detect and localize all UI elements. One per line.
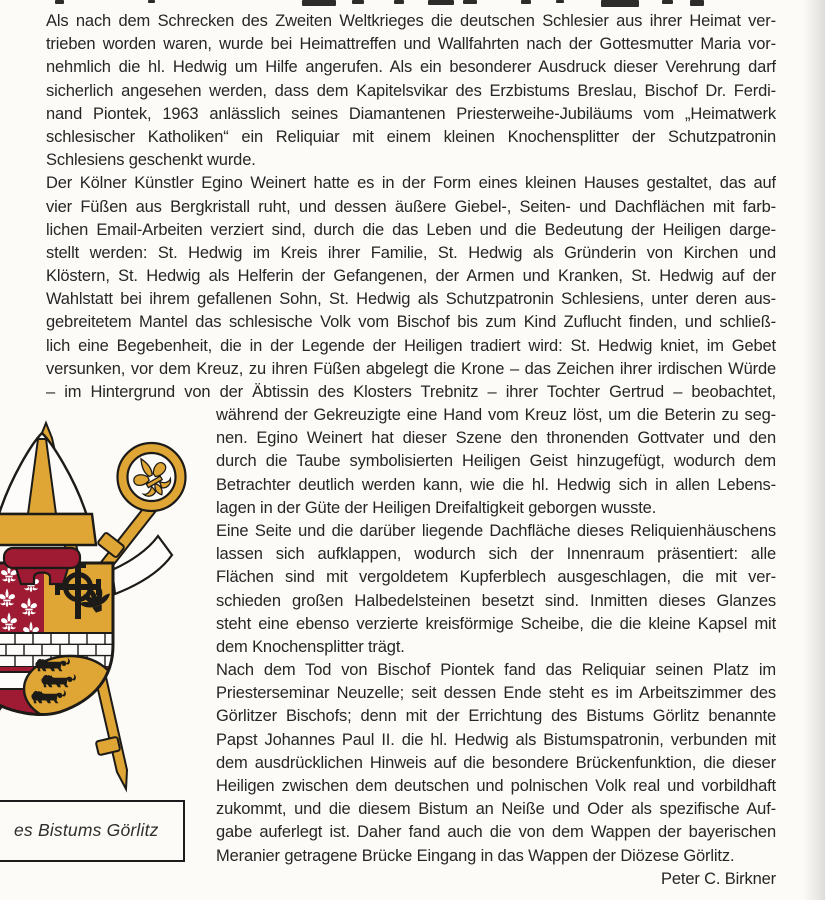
text-line: Der Kölner Künstler Egino Weinert hatte es in der Form eines kleinen Hauses gestaltet, das auf [46,174,776,193]
text-line: Nach dem Tod von Bischof Piontek fand das Reliquiar seinen Platz im [216,661,776,680]
text-line: steht eine ebenso verzierte kreisförmige Scheibe, die die kleine Kapsel mit [216,614,776,633]
text-line: sicherlich angesehen werden, dass dem Kapitelsvikar des Erzbistums Breslau, Bischof Dr. Ferdi- [46,81,776,100]
text-line: lassen sich aufklappen, wodurch sich der Innenraum präsentiert: alle [216,545,776,564]
text-line: Klöstern, St. Hedwig als Helferin der Gefangenen, der Armen und Kranken, St. Hedwig auf der [46,267,776,286]
text-line: Priesterseminar Neuzelle; seit dessen Ende steht es im Arbeitszimmer des [216,684,776,703]
coat-of-arms [0,415,210,795]
text-line: – im Hintergrund von der Äbtissin des Klosters Trebnitz – ihrer Tochter Gertrud – beobachtet, [46,383,776,401]
text-line: nen. Egino Weinert hat dieser Szene den thronenden Gottvater und den [216,429,776,448]
shield [0,563,116,722]
text-line: Betrachter deutlich werden kann, wie die hl. Hedwig sich in allen Lebens- [216,475,776,494]
text-line: durch die Taube symbolisierten Heiligen Geist hinzugefügt, wodurch dem [216,452,776,471]
text-line: versunken, vor dem Kreuz, zu ihren Füßen abgelegt die Krone – das Zeichen ihrer irdischen Würde [46,359,776,378]
text-line: schlesischer Katholiken“ ein Reliquiar mit einem kleinen Knochensplitter der Schutzpatronin [46,127,776,146]
text-line: nehmlich die hl. Hedwig um Hilfe angerufen. Als ein besonderer Ausdruck dieser Verehrung darf [46,58,776,77]
text-line: dem Knochensplitter trägt. [216,637,405,656]
text-line: gabe auferlegt ist. Daher fand auch die von dem Wappen der bayerischen [216,823,776,842]
text-line: Schlesiens geschenkt wurde. [46,151,256,170]
text-line: Heiligen zwischen dem deutschen und polnischen Volk real und vorbildhaft [216,777,776,795]
text-line: lagen in der Güte der Heiligen Dreifaltigkeit geborgen wusste. [216,498,657,517]
text-line: trieben worden waren, wurde bei Heimattreffen und Wallfahrten nach der Gottesmutter Maria vor- [46,35,776,54]
text-line: Als nach dem Schrecken des Zweiten Weltkrieges die deutschen Schlesier aus ihrer Heimat ver- [46,12,776,30]
text-line: Eine Seite und die darüber liegende Dachfläche dieses Reliquienhäuschens [216,521,776,540]
text-line: lichen Email-Arbeiten verziert sind, durch die das Leben und die Bedeutung der Heiligen darge- [46,220,776,239]
article-full-block [46,10,776,404]
author-byline: Peter C. Birkner [661,869,776,888]
text-line: Meranier getragene Brücke Eingang in das Wappen der Diözese Görlitz. [216,846,735,865]
text-line: Wahlstatt bei ihrem gefallenen Sohn, St. Hedwig als Schutzpatronin Schlesiens, unter deren aus- [46,290,776,309]
text-line: lich eine Begebenheit, die in der Legende der Heiligen tradiert wird: St. Hedwig kniet, im Gebet [46,336,776,355]
mitre-icon [0,433,96,545]
text-line: nand Piontek, 1963 anlässlich seines Diamantenen Priesterweihe-Jubiläums vom „Heimatwerk [46,104,776,123]
text-line: während der Gekreuzigte eine Hand vom Kreuz löst, um die Beterin zu seg- [216,406,776,424]
text-line: gebreitetem Mantel das schlesische Volk vom Bischof bis zum Kind Zuflucht finden, und schließ- [46,313,776,332]
text-line: Flächen sind mit vergoldetem Kupferblech ausgeschlagen, die mit ver- [216,568,776,587]
text-line: dem ausdrücklichen Hinweis auf die besondere Brückenfunktion, die dieser [216,753,776,772]
text-line: zukommt, und die diesem Bistum an Neiße und Oder als spezifische Auf- [216,800,776,819]
scan-edge-shading [803,0,825,900]
text-line: stellt werden: St. Hedwig im Kreis ihrer Familie, St. Hedwig als Gründerin von Kirchen und [46,243,776,262]
text-line: schieden großen Halbedelsteinen besetzt sind. Inmitten dieses Glanzes [216,591,776,610]
text-line: Görlitzer Bischofs; denn mit der Errichtung des Bistums Görlitz benannte [216,707,776,726]
article-column-block [216,404,776,891]
caption-text: es Bistums Görlitz [14,820,159,840]
text-line: Papst Johannes Paul II. die hl. Hedwig als Bistumspatronin, verbunden mit [216,730,776,749]
text-line: vier Füßen aus Bergkristall ruht, und dessen äußere Giebel-, Seiten- und Dachflächen mit farb- [46,197,776,216]
caption-box [0,800,185,862]
